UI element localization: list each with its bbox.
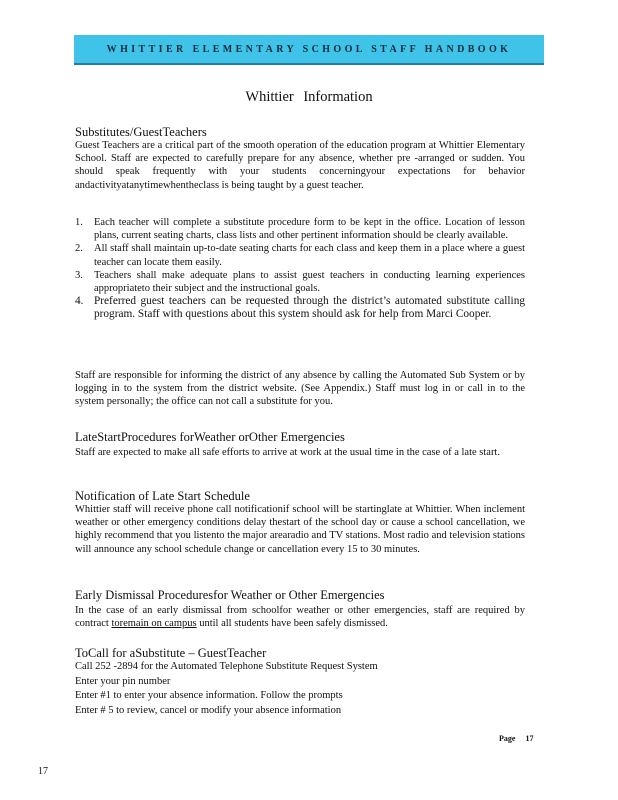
to-call-instructions	[75, 660, 525, 718]
substitute-procedure-list	[75, 216, 525, 322]
page-number: 17	[38, 766, 48, 777]
early-dismissal-text: In the case of an early dismissal from schoolfor weather or other emergencies, staff are required by contract toremain on campus until all students have been safely dismissed.	[75, 605, 525, 630]
early-dismissal-heading: Early Dismissal Proceduresfor Weather or Other Emergencies	[75, 588, 385, 602]
page-label: Page 17	[499, 734, 534, 743]
notification-text: Whittier staff will receive phone call notificationif school will be startinglate at Whittier. When inclement weather or other emergency conditions delay thestart of the school day or cause a school cancellation, we highly recommend that you listento the major arearadio and TV stations. Most radio and television stations will announce any school schedule change or cancellation every 15 to 30 minutes.	[75, 504, 525, 555]
late-start-heading: LateStartProcedures forWeather orOther Emergencies	[75, 430, 345, 444]
list-item: 3. Teachers shall make adequate plans to assist guest teachers in conducting learning experiences appropriateto their subject and the instructional goals.	[75, 269, 525, 295]
late-start-text: Staff are expected to make all safe efforts to arrive at work at the usual time in the case of a late start.	[75, 447, 500, 458]
notification-heading: Notification of Late Start Schedule	[75, 489, 250, 503]
instruction-line: Enter #1 to enter your absence information. Follow the prompts	[75, 690, 343, 701]
to-call-heading: ToCall for aSubstitute – GuestTeacher	[75, 646, 267, 660]
substitutes-heading: Substitutes/GuestTeachers	[75, 125, 207, 139]
contract-requirement: toremain on campus	[111, 618, 197, 630]
list-item: 1. Each teacher will complete a substitute procedure form to be kept in the office. Location of lesson plans, current seating charts, class lists and other pertinent information should be clearly available.	[75, 217, 525, 242]
substitutes-closing: Staff are responsible for informing the district of any absence by calling the Automated Sub System or by logging in to the system from the district website. (See Appendix.) Staff must log in or call in to the system personally; the office can not call a substitute for you.	[75, 370, 525, 408]
instruction-line: Enter your pin number	[75, 675, 171, 687]
substitutes-intro: Guest Teachers are a critical part of the smooth operation of the education program at Whittier Elementary School. Staff are expected to carefully prepare for any absence, whether pre -arranged or sudden. You should speak frequently with your students concerningyour expectations for behavior andactivityatanytimewhentheclass is being taught by a guest teacher.	[75, 140, 525, 191]
instruction-line: Call 252 -2894 for the Automated Telephone Substitute Request System	[75, 661, 378, 672]
instruction-line: Enter # 5 to review, cancel or modify your absence information	[75, 704, 342, 716]
handbook-header-bar	[74, 35, 544, 65]
page-title: Whittier Information	[245, 89, 373, 105]
list-item: 2. All staff shall maintain up-to-date seating charts for each class and keep them in a place where a guest teacher can locate them easily.	[75, 243, 525, 268]
list-item: 4. Preferred guest teachers can be requested through the district’s automated substitute calling program. Staff with questions about this system should ask for help from Marci Cooper.	[75, 295, 525, 321]
handbook-header-text: WHITTIER ELEMENTARY SCHOOL STAFF HANDBOOK	[106, 43, 512, 55]
